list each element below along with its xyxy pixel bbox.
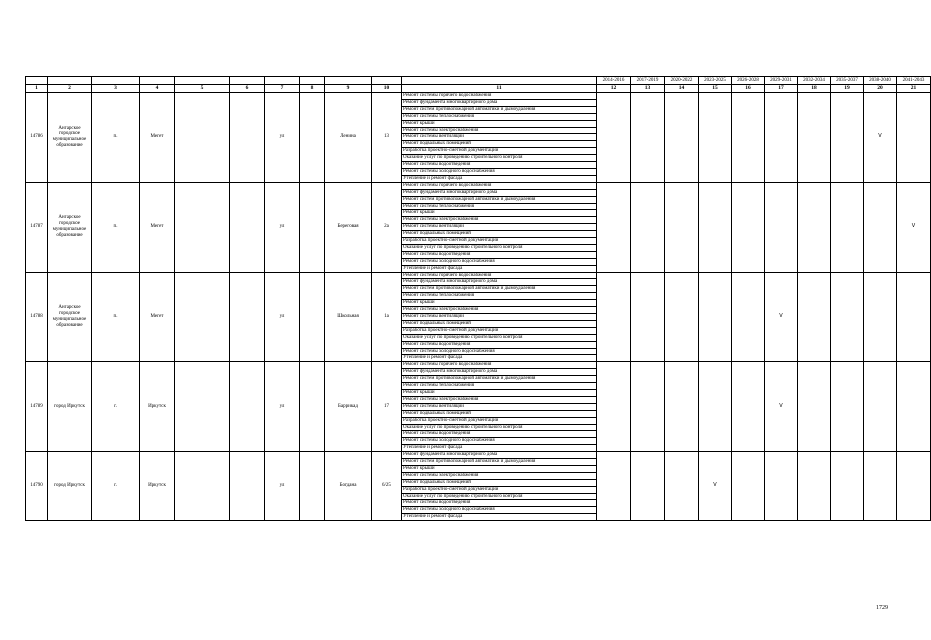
period-header-cell: 2041-2043 bbox=[897, 77, 931, 85]
header-blank-cell bbox=[325, 77, 372, 85]
column-number-cell: 18 bbox=[798, 85, 831, 93]
period-cell bbox=[798, 182, 831, 272]
period-cell bbox=[699, 182, 732, 272]
blank-cell bbox=[230, 362, 265, 452]
period-cell bbox=[897, 272, 931, 362]
period-header-cell: 2026-2028 bbox=[732, 77, 765, 85]
column-number-cell: 19 bbox=[831, 85, 864, 93]
period-cell bbox=[798, 362, 831, 452]
column-number-cell: 16 bbox=[732, 85, 765, 93]
record-id: 14790 bbox=[26, 452, 48, 521]
period-cell bbox=[699, 272, 732, 362]
blank-cell bbox=[175, 182, 230, 272]
blank-cell bbox=[175, 272, 230, 362]
settlement-name: Мегет bbox=[140, 182, 175, 272]
blank-cell bbox=[175, 362, 230, 452]
blank-cell bbox=[175, 452, 230, 521]
work-item: Ремонт системы водоотведения bbox=[402, 162, 597, 169]
settlement-type: п. bbox=[92, 272, 140, 362]
period-cell bbox=[597, 362, 631, 452]
period-cell bbox=[864, 182, 897, 272]
work-item: Утепление и ремонт фасада bbox=[402, 265, 597, 272]
period-cell bbox=[597, 182, 631, 272]
work-item: Утепление и ремонт фасада bbox=[402, 175, 597, 182]
blank-cell bbox=[230, 182, 265, 272]
house-number: 13 bbox=[372, 93, 402, 183]
house-number: 1а bbox=[372, 272, 402, 362]
period-cell bbox=[665, 272, 699, 362]
municipality-name: Ангарское городское муниципальное образование bbox=[48, 182, 92, 272]
column-number-cell: 20 bbox=[864, 85, 897, 93]
period-header-cell: 2032-2034 bbox=[798, 77, 831, 85]
period-header-cell: 2023-2025 bbox=[699, 77, 732, 85]
work-item: Ремонт системы вентиляции bbox=[402, 314, 597, 321]
work-item: Ремонт систем противопожарной автоматики и дымоудаления bbox=[402, 459, 597, 466]
period-cell bbox=[765, 93, 798, 183]
column-number-cell: 12 bbox=[597, 85, 631, 93]
house-number: 2а bbox=[372, 182, 402, 272]
street-type: ул bbox=[265, 93, 300, 183]
schedule-mark: V bbox=[699, 452, 732, 521]
work-item: Ремонт системы холодного водоснабжения bbox=[402, 438, 597, 445]
column-number-cell: 7 bbox=[265, 85, 300, 93]
settlement-type: п. bbox=[92, 93, 140, 183]
municipality-name: Ангарское городское муниципальное образование bbox=[48, 272, 92, 362]
street-type: ул bbox=[265, 452, 300, 521]
table-row bbox=[26, 452, 931, 459]
period-cell bbox=[864, 452, 897, 521]
period-header-cell: 2017-2019 bbox=[631, 77, 665, 85]
street-type: ул bbox=[265, 182, 300, 272]
blank-cell bbox=[175, 93, 230, 183]
period-cell bbox=[631, 93, 665, 183]
blank-cell bbox=[300, 362, 325, 452]
street-name: Береговая bbox=[325, 182, 372, 272]
municipality-name: Ангарское городское муниципальное образование bbox=[48, 93, 92, 183]
work-item: Ремонт системы теплоснабжения bbox=[402, 203, 597, 210]
work-item: Ремонт крыши bbox=[402, 300, 597, 307]
period-cell bbox=[665, 362, 699, 452]
street-name: Школьная bbox=[325, 272, 372, 362]
column-number-cell: 15 bbox=[699, 85, 732, 93]
schedule-mark: V bbox=[864, 93, 897, 183]
period-cell bbox=[831, 362, 864, 452]
work-item: Ремонт системы горячего водоснабжения bbox=[402, 272, 597, 279]
column-number-cell: 1 bbox=[26, 85, 48, 93]
work-item: Ремонт систем противопожарной автоматики и дымоудаления bbox=[402, 286, 597, 293]
work-item: Ремонт системы водоотведения bbox=[402, 341, 597, 348]
house-number: 17 bbox=[372, 362, 402, 452]
settlement-name: Иркутск bbox=[140, 452, 175, 521]
period-cell bbox=[831, 452, 864, 521]
header-blank-cell bbox=[372, 77, 402, 85]
work-item: Ремонт системы теплоснабжения bbox=[402, 383, 597, 390]
header-blank-cell bbox=[265, 77, 300, 85]
header-blank-cell bbox=[230, 77, 265, 85]
work-item: Ремонт крыши bbox=[402, 120, 597, 127]
work-item: Оказание услуг по проведению строительного контроля bbox=[402, 424, 597, 431]
work-item: Разработка проектно-сметной документации bbox=[402, 238, 597, 245]
header-blank-cell bbox=[402, 77, 597, 85]
work-item: Ремонт системы электроснабжения bbox=[402, 472, 597, 479]
work-item: Ремонт подвальных помещений bbox=[402, 479, 597, 486]
column-number-row bbox=[26, 85, 931, 93]
period-cell bbox=[765, 452, 798, 521]
table-row bbox=[26, 182, 931, 189]
work-item: Ремонт системы холодного водоснабжения bbox=[402, 507, 597, 514]
work-item: Разработка проектно-сметной документации bbox=[402, 486, 597, 493]
page-number: 1729 bbox=[876, 605, 888, 611]
municipality-name: город Иркутск bbox=[48, 452, 92, 521]
work-item: Ремонт системы вентиляции bbox=[402, 224, 597, 231]
work-item: Оказание услуг по проведению строительного контроля bbox=[402, 334, 597, 341]
period-header-cell: 2029-2031 bbox=[765, 77, 798, 85]
work-item: Ремонт системы водоотведения bbox=[402, 251, 597, 258]
period-cell bbox=[732, 182, 765, 272]
period-cell bbox=[665, 182, 699, 272]
period-cell bbox=[864, 272, 897, 362]
record-id: 14787 bbox=[26, 182, 48, 272]
column-number-cell: 4 bbox=[140, 85, 175, 93]
column-number-cell: 11 bbox=[402, 85, 597, 93]
work-item: Ремонт подвальных помещений bbox=[402, 141, 597, 148]
work-item: Ремонт системы теплоснабжения bbox=[402, 293, 597, 300]
period-cell bbox=[665, 452, 699, 521]
period-header-cell: 2035-2037 bbox=[831, 77, 864, 85]
work-item: Утепление и ремонт фасада bbox=[402, 445, 597, 452]
street-type: ул bbox=[265, 272, 300, 362]
header-blank-cell bbox=[300, 77, 325, 85]
period-cell bbox=[831, 93, 864, 183]
header-blank-cell bbox=[92, 77, 140, 85]
blank-cell bbox=[230, 452, 265, 521]
period-header-cell: 2020-2022 bbox=[665, 77, 699, 85]
blank-cell bbox=[230, 272, 265, 362]
work-item: Ремонт крыши bbox=[402, 465, 597, 472]
street-name: Баррикад bbox=[325, 362, 372, 452]
work-item: Ремонт фундамента многоквартирного дома bbox=[402, 279, 597, 286]
work-item: Ремонт подвальных помещений bbox=[402, 320, 597, 327]
period-cell bbox=[798, 272, 831, 362]
table-row bbox=[26, 93, 931, 100]
work-item: Ремонт системы электроснабжения bbox=[402, 396, 597, 403]
period-cell bbox=[732, 272, 765, 362]
period-cell bbox=[897, 93, 931, 183]
column-number-cell: 13 bbox=[631, 85, 665, 93]
work-item: Утепление и ремонт фасада bbox=[402, 514, 597, 521]
period-cell bbox=[798, 452, 831, 521]
blank-cell bbox=[300, 452, 325, 521]
work-item: Ремонт крыши bbox=[402, 389, 597, 396]
column-number-cell: 21 bbox=[897, 85, 931, 93]
period-cell bbox=[897, 362, 931, 452]
work-item: Ремонт системы теплоснабжения bbox=[402, 113, 597, 120]
work-item: Ремонт систем противопожарной автоматики и дымоудаления bbox=[402, 106, 597, 113]
header-blank-cell bbox=[48, 77, 92, 85]
period-cell bbox=[765, 182, 798, 272]
work-item: Ремонт крыши bbox=[402, 210, 597, 217]
work-item: Ремонт систем противопожарной автоматики и дымоудаления bbox=[402, 376, 597, 383]
period-cell bbox=[597, 452, 631, 521]
schedule-mark: V bbox=[765, 272, 798, 362]
work-item: Ремонт системы водоотведения bbox=[402, 500, 597, 507]
work-item: Ремонт подвальных помещений bbox=[402, 231, 597, 238]
period-cell bbox=[831, 182, 864, 272]
settlement-name: Мегет bbox=[140, 272, 175, 362]
period-cell bbox=[631, 362, 665, 452]
header-blank-cell bbox=[140, 77, 175, 85]
period-cell bbox=[732, 362, 765, 452]
period-cell bbox=[631, 272, 665, 362]
work-item: Ремонт фундамента многоквартирного дома bbox=[402, 189, 597, 196]
municipality-name: город Иркутск bbox=[48, 362, 92, 452]
settlement-name: Иркутск bbox=[140, 362, 175, 452]
work-item: Разработка проектно-сметной документации bbox=[402, 417, 597, 424]
work-item: Разработка проектно-сметной документации bbox=[402, 327, 597, 334]
work-item: Ремонт системы вентиляции bbox=[402, 403, 597, 410]
house-number: 6/25 bbox=[372, 452, 402, 521]
period-cell bbox=[597, 93, 631, 183]
period-cell bbox=[699, 362, 732, 452]
work-item: Ремонт подвальных помещений bbox=[402, 410, 597, 417]
period-cell bbox=[631, 182, 665, 272]
street-name: Ленина bbox=[325, 93, 372, 183]
settlement-name: Мегет bbox=[140, 93, 175, 183]
period-cell bbox=[897, 452, 931, 521]
work-item: Ремонт системы горячего водоснабжения bbox=[402, 182, 597, 189]
period-header-row bbox=[26, 77, 931, 85]
blank-cell bbox=[300, 93, 325, 183]
period-cell bbox=[665, 93, 699, 183]
period-cell bbox=[631, 452, 665, 521]
work-item: Ремонт системы холодного водоснабжения bbox=[402, 258, 597, 265]
work-item: Ремонт системы электроснабжения bbox=[402, 307, 597, 314]
street-name: Богдана bbox=[325, 452, 372, 521]
header-blank-cell bbox=[26, 77, 48, 85]
settlement-type: п. bbox=[92, 182, 140, 272]
table-row bbox=[26, 362, 931, 369]
column-number-cell: 5 bbox=[175, 85, 230, 93]
period-cell bbox=[699, 93, 732, 183]
blank-cell bbox=[300, 272, 325, 362]
period-cell bbox=[732, 452, 765, 521]
work-item: Ремонт системы холодного водоснабжения bbox=[402, 348, 597, 355]
work-item: Оказание услуг по проведению строительного контроля bbox=[402, 244, 597, 251]
column-number-cell: 3 bbox=[92, 85, 140, 93]
settlement-type: г. bbox=[92, 362, 140, 452]
period-cell bbox=[597, 272, 631, 362]
work-item: Ремонт системы горячего водоснабжения bbox=[402, 93, 597, 100]
period-cell bbox=[831, 272, 864, 362]
work-item: Разработка проектно-сметной документации bbox=[402, 148, 597, 155]
period-cell bbox=[798, 93, 831, 183]
work-item: Оказание услуг по проведению строительного контроля bbox=[402, 493, 597, 500]
record-id: 14788 bbox=[26, 272, 48, 362]
period-header-cell: 2038-2040 bbox=[864, 77, 897, 85]
column-number-cell: 6 bbox=[230, 85, 265, 93]
work-item: Утепление и ремонт фасада bbox=[402, 355, 597, 362]
record-id: 14786 bbox=[26, 93, 48, 183]
work-item: Ремонт системы водоотведения bbox=[402, 431, 597, 438]
table-row bbox=[26, 272, 931, 279]
column-number-cell: 9 bbox=[325, 85, 372, 93]
blank-cell bbox=[300, 182, 325, 272]
record-id: 14789 bbox=[26, 362, 48, 452]
schedule-mark: V bbox=[765, 362, 798, 452]
work-item: Ремонт фундамента многоквартирного дома bbox=[402, 369, 597, 376]
work-item: Ремонт системы горячего водоснабжения bbox=[402, 362, 597, 369]
column-number-cell: 10 bbox=[372, 85, 402, 93]
work-item: Ремонт фундамента многоквартирного дома bbox=[402, 99, 597, 106]
schedule-mark: V bbox=[897, 182, 931, 272]
work-item: Ремонт системы холодного водоснабжения bbox=[402, 168, 597, 175]
header-blank-cell bbox=[175, 77, 230, 85]
repair-schedule-table bbox=[25, 76, 931, 521]
period-cell bbox=[864, 362, 897, 452]
column-number-cell: 2 bbox=[48, 85, 92, 93]
column-number-cell: 8 bbox=[300, 85, 325, 93]
period-cell bbox=[732, 93, 765, 183]
work-item: Ремонт системы вентиляции bbox=[402, 134, 597, 141]
period-header-cell: 2014-2016 bbox=[597, 77, 631, 85]
work-item: Ремонт фундамента многоквартирного дома bbox=[402, 452, 597, 459]
column-number-cell: 14 bbox=[665, 85, 699, 93]
blank-cell bbox=[230, 93, 265, 183]
column-number-cell: 17 bbox=[765, 85, 798, 93]
settlement-type: г. bbox=[92, 452, 140, 521]
work-item: Ремонт систем противопожарной автоматики и дымоудаления bbox=[402, 196, 597, 203]
street-type: ул bbox=[265, 362, 300, 452]
work-item: Ремонт системы электроснабжения bbox=[402, 217, 597, 224]
work-item: Ремонт системы электроснабжения bbox=[402, 127, 597, 134]
work-item: Оказание услуг по проведению строительного контроля bbox=[402, 155, 597, 162]
